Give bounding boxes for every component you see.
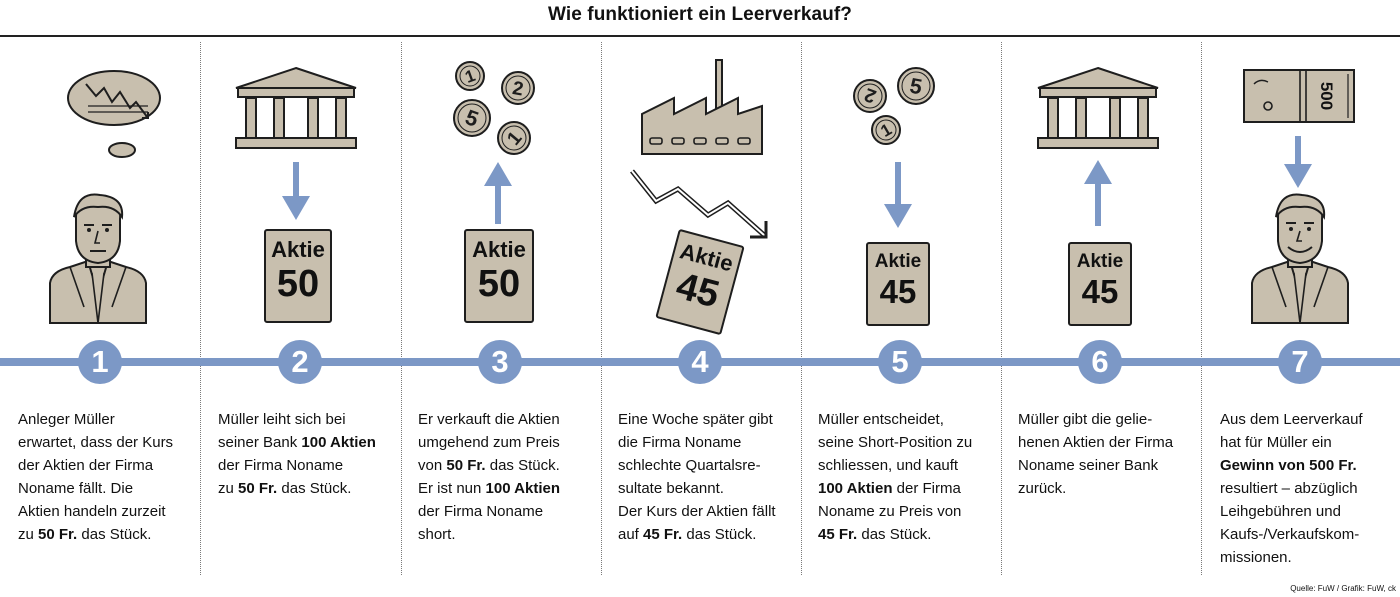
caption-line	[818, 523, 996, 546]
coin-value: 5	[907, 72, 925, 100]
caption-line	[418, 408, 596, 431]
stock-price: 45	[879, 273, 917, 310]
arrow-up-icon	[482, 162, 514, 224]
column-divider	[200, 42, 201, 575]
smiling-person-icon	[1250, 195, 1350, 325]
bank-icon	[1032, 66, 1164, 150]
stock-price: 50	[276, 263, 320, 305]
caption-text: umgehend zum Preis	[418, 434, 560, 451]
column-divider	[601, 42, 602, 575]
caption-text: Müller entscheidet,	[818, 411, 944, 428]
coin-value: 1	[503, 127, 527, 150]
step-caption	[18, 408, 196, 546]
caption-emphasis: 100 Aktien	[818, 480, 893, 497]
arrow-down-icon	[1282, 136, 1314, 190]
step-caption	[618, 408, 796, 546]
step-number: 6	[1078, 340, 1122, 384]
caption-text: Kaufs-/Verkaufskom-	[1220, 526, 1360, 543]
caption-text: Leihgebühren und	[1220, 503, 1341, 520]
caption-line	[618, 408, 796, 431]
caption-text: hat für Müller ein	[1220, 434, 1332, 451]
caption-text: missionen.	[1220, 549, 1292, 566]
caption-text: Müller gibt die gelie-	[1018, 411, 1153, 428]
caption-line	[218, 408, 396, 431]
caption-text: sultate bekannt.	[618, 480, 724, 497]
banknote-icon	[1240, 66, 1358, 128]
stock-certificate	[264, 229, 332, 323]
coin	[872, 116, 900, 144]
caption-text: seiner Bank	[218, 434, 302, 451]
caption-line	[618, 454, 796, 477]
caption-line	[618, 523, 796, 546]
banknote-value: 500	[1317, 81, 1336, 111]
caption-text: das Stück.	[77, 526, 152, 543]
coin-value: 1	[462, 65, 478, 87]
caption-line	[1018, 454, 1196, 477]
caption-emphasis: Gewinn von 500 Fr.	[1220, 457, 1357, 474]
caption-text: der Firma Noname	[418, 503, 544, 520]
source-credit: Quelle: FuW / Grafik: FuW, ck	[1290, 584, 1396, 593]
caption-text: Noname seiner Bank	[1018, 457, 1159, 474]
stock-certificate	[464, 229, 534, 323]
step-number: 7	[1278, 340, 1322, 384]
column-divider	[801, 42, 802, 575]
caption-line	[1220, 477, 1398, 500]
caption-line	[418, 431, 596, 454]
caption-emphasis: 100 Aktien	[301, 434, 376, 451]
title-rule	[0, 35, 1400, 37]
caption-line	[818, 454, 996, 477]
caption-text: Eine Woche später gibt	[618, 411, 773, 428]
step-caption	[418, 408, 596, 546]
coins-icon	[850, 66, 942, 146]
step-number: 1	[78, 340, 122, 384]
caption-text: Er verkauft die Aktien	[418, 411, 560, 428]
caption-line	[1018, 431, 1196, 454]
caption-text: schlechte Quartalsre-	[618, 457, 761, 474]
caption-emphasis: 50 Fr.	[38, 526, 78, 543]
step-caption	[1220, 408, 1398, 569]
stock-price: 45	[1081, 273, 1119, 310]
caption-emphasis: 50 Fr.	[238, 480, 278, 497]
coin	[898, 68, 934, 104]
caption-text: Er ist nun	[418, 480, 486, 497]
caption-line	[618, 477, 796, 500]
caption-text: das Stück.	[277, 480, 352, 497]
caption-emphasis: 45 Fr.	[818, 526, 858, 543]
caption-line	[18, 523, 196, 546]
coin-value: 1	[877, 119, 895, 141]
stock-certificate	[1068, 242, 1132, 326]
caption-line	[18, 454, 196, 477]
caption-text: Anleger Müller	[18, 411, 115, 428]
coin	[502, 72, 534, 104]
stock-label: Aktie	[677, 238, 736, 277]
caption-text: erwartet, dass der Kurs	[18, 434, 174, 451]
caption-text: das Stück.	[485, 457, 560, 474]
step-number: 4	[678, 340, 722, 384]
caption-line	[418, 523, 596, 546]
caption-line	[418, 477, 596, 500]
caption-line	[818, 477, 996, 500]
arrow-down-icon	[280, 162, 312, 222]
caption-text: Müller leiht sich bei	[218, 411, 346, 428]
stock-label: Aktie	[1076, 251, 1124, 272]
caption-text: von	[418, 457, 447, 474]
coin	[854, 80, 886, 112]
caption-text: Aktien handeln zurzeit	[18, 503, 166, 520]
caption-text: die Firma Noname	[618, 434, 742, 451]
caption-line	[1018, 477, 1196, 500]
caption-text: das Stück.	[857, 526, 932, 543]
caption-line	[18, 477, 196, 500]
caption-text: zurück.	[1018, 480, 1067, 497]
caption-line	[18, 408, 196, 431]
step-caption	[1018, 408, 1196, 500]
caption-text: Aus dem Leerverkauf	[1220, 411, 1363, 428]
caption-text: das Stück.	[682, 526, 757, 543]
stock-price: 50	[477, 263, 521, 305]
caption-line	[1018, 408, 1196, 431]
caption-line	[818, 431, 996, 454]
caption-text: henen Aktien der Firma	[1018, 434, 1174, 451]
caption-text: zu	[218, 480, 239, 497]
caption-text: der Firma Noname	[218, 457, 344, 474]
stock-price: 45	[671, 264, 724, 317]
column-divider	[1201, 42, 1202, 575]
caption-text: zu	[18, 526, 39, 543]
caption-line	[1220, 454, 1398, 477]
caption-text: seine Short-Position zu	[818, 434, 973, 451]
caption-line	[1220, 431, 1398, 454]
caption-line	[618, 431, 796, 454]
caption-line	[18, 431, 196, 454]
caption-line	[18, 500, 196, 523]
caption-text: der Firma	[892, 480, 961, 497]
coin	[498, 122, 530, 154]
coin-value: 2	[510, 77, 525, 101]
coin	[454, 100, 490, 136]
caption-line	[1220, 500, 1398, 523]
caption-line	[418, 454, 596, 477]
step-number: 3	[478, 340, 522, 384]
caption-text: Der Kurs der Aktien fällt	[618, 503, 776, 520]
caption-text: resultiert – abzüglich	[1220, 480, 1358, 497]
stock-certificate	[866, 242, 930, 326]
falling-arrow-icon	[628, 165, 778, 245]
arrow-up-icon	[1082, 160, 1114, 226]
caption-line	[218, 477, 396, 500]
coins-icon	[448, 60, 546, 156]
page-title: Wie funktioniert ein Leerverkauf?	[547, 4, 853, 25]
caption-emphasis: 100 Aktien	[485, 480, 561, 497]
worried-person-icon	[48, 195, 148, 325]
caption-line	[1220, 523, 1398, 546]
coin	[456, 62, 484, 90]
bank-icon	[230, 66, 362, 150]
arrow-down-icon	[882, 162, 914, 230]
stock-label: Aktie	[874, 251, 922, 272]
thought-bubble-falling-chart-icon	[60, 68, 170, 163]
caption-line	[218, 454, 396, 477]
factory-icon	[638, 58, 766, 158]
caption-text: Noname fällt. Die	[18, 480, 134, 497]
caption-line	[218, 431, 396, 454]
stock-label: Aktie	[271, 237, 325, 262]
caption-text: Noname zu Preis von	[818, 503, 962, 520]
stock-label: Aktie	[472, 237, 526, 262]
caption-emphasis: 45 Fr.	[643, 526, 683, 543]
caption-line	[1220, 546, 1398, 569]
step-caption	[218, 408, 396, 500]
step-caption	[818, 408, 996, 546]
caption-line	[818, 500, 996, 523]
caption-text: schliessen, und kauft	[818, 457, 959, 474]
caption-line	[1220, 408, 1398, 431]
coin-value: 5	[462, 104, 482, 132]
caption-line	[418, 500, 596, 523]
column-divider	[1001, 42, 1002, 575]
step-number: 5	[878, 340, 922, 384]
step-number: 2	[278, 340, 322, 384]
caption-text: short.	[418, 526, 456, 543]
caption-line	[818, 408, 996, 431]
coin-value: 2	[861, 83, 880, 107]
column-divider	[401, 42, 402, 575]
caption-emphasis: 50 Fr.	[446, 457, 486, 474]
caption-line	[618, 500, 796, 523]
caption-text: auf	[618, 526, 644, 543]
caption-text: der Aktien der Firma	[18, 457, 154, 474]
